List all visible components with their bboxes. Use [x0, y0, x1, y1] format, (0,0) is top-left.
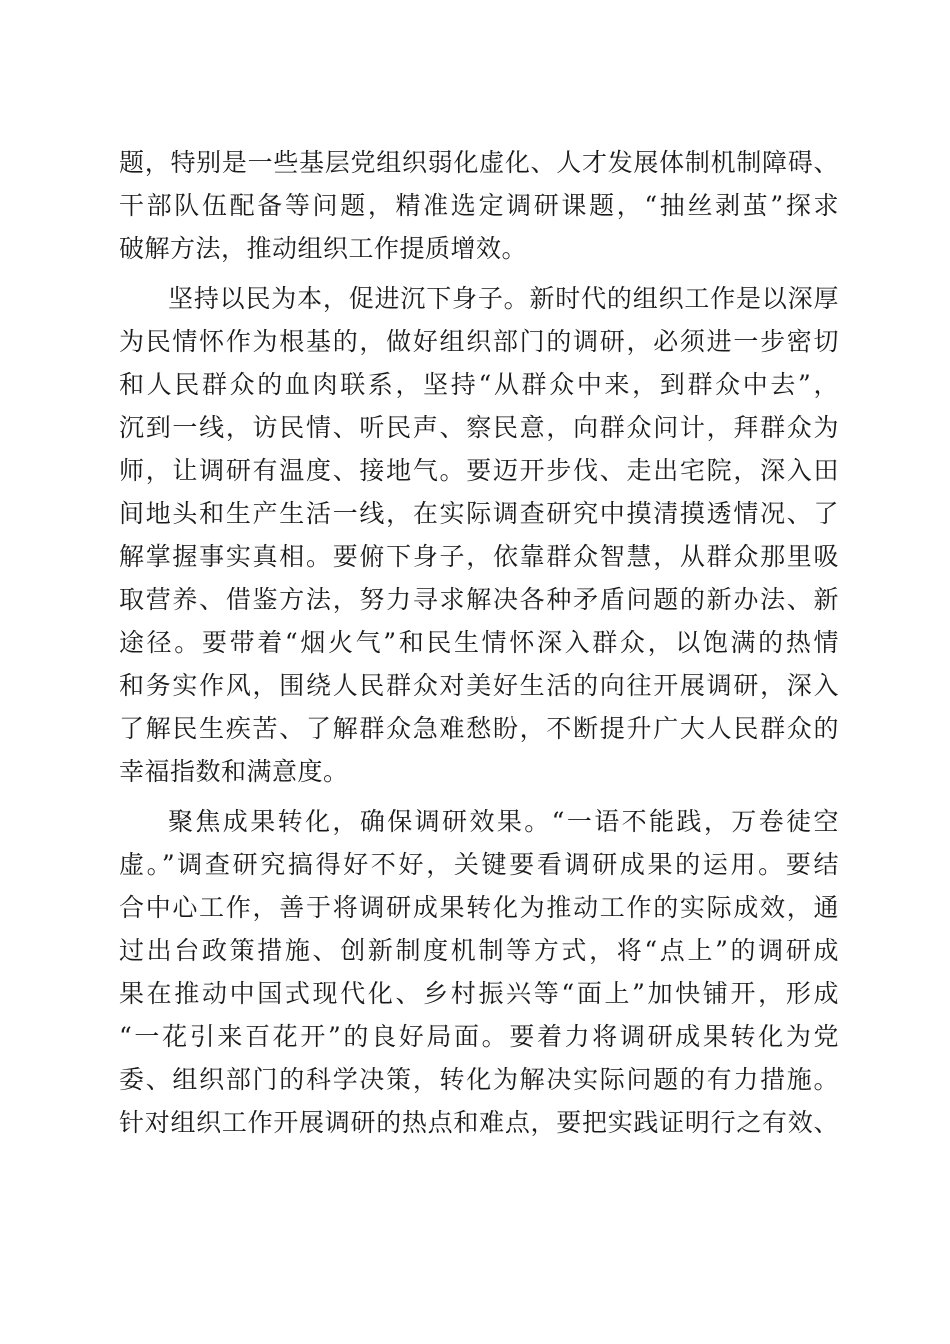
text-line: 途径。要带着“烟火气”和民生情怀深入群众，以饱满的热情: [119, 628, 839, 657]
text-line: 幸福指数和满意度。: [119, 757, 349, 786]
text-line: 师，让调研有温度、接地气。要迈开步伐、走出宅院，深入田: [119, 456, 839, 485]
paragraph-first-line: 聚焦成果转化，确保调研效果。“一语不能践，万卷徒空: [168, 807, 839, 836]
text-line: 解掌握事实真相。要俯下身子，依靠群众智慧，从群众那里吸: [119, 542, 839, 571]
text-line: 委、组织部门的科学决策，转化为解决实际问题的有力措施。: [119, 1065, 839, 1094]
text-line: 沉到一线，访民情、听民声、察民意，向群众问计，拜群众为: [119, 413, 839, 442]
text-line: 过出台政策措施、创新制度机制等方式，将“点上”的调研成: [119, 936, 839, 965]
text-line: 取营养、借鉴方法，努力寻求解决各种矛盾问题的新办法、新: [119, 585, 839, 614]
paragraph-first-line: 坚持以民为本，促进沉下身子。新时代的组织工作是以深厚: [168, 284, 839, 313]
text-line: 针对组织工作开展调研的热点和难点，要把实践证明行之有效、: [119, 1108, 839, 1137]
text-line: 间地头和生产生活一线，在实际调查研究中摸清摸透情况、了: [119, 499, 839, 528]
text-line: 破解方法，推动组织工作提质增效。: [119, 234, 528, 263]
text-line: 了解民生疾苦、了解群众急难愁盼，不断提升广大人民群众的: [119, 714, 839, 743]
text-line: 题，特别是一些基层党组织弱化虚化、人才发展体制机制障碍、: [119, 148, 839, 177]
text-line: 和务实作风，围绕人民群众对美好生活的向往开展调研，深入: [119, 671, 839, 700]
text-line: 和人民群众的血肉联系，坚持“从群众中来，到群众中去”，: [119, 370, 839, 399]
text-line: 干部队伍配备等问题，精准选定调研课题，“抽丝剥茧”探求: [119, 191, 839, 220]
text-line: 为民情怀作为根基的，做好组织部门的调研，必须进一步密切: [119, 327, 839, 356]
text-line: “一花引来百花开”的良好局面。要着力将调研成果转化为党: [119, 1022, 839, 1051]
text-line: 虚。”调查研究搞得好不好，关键要看调研成果的运用。要结: [119, 850, 839, 879]
text-line: 果在推动中国式现代化、乡村振兴等“面上”加快铺开，形成: [119, 979, 839, 1008]
text-line: 合中心工作，善于将调研成果转化为推动工作的实际成效，通: [119, 893, 839, 922]
